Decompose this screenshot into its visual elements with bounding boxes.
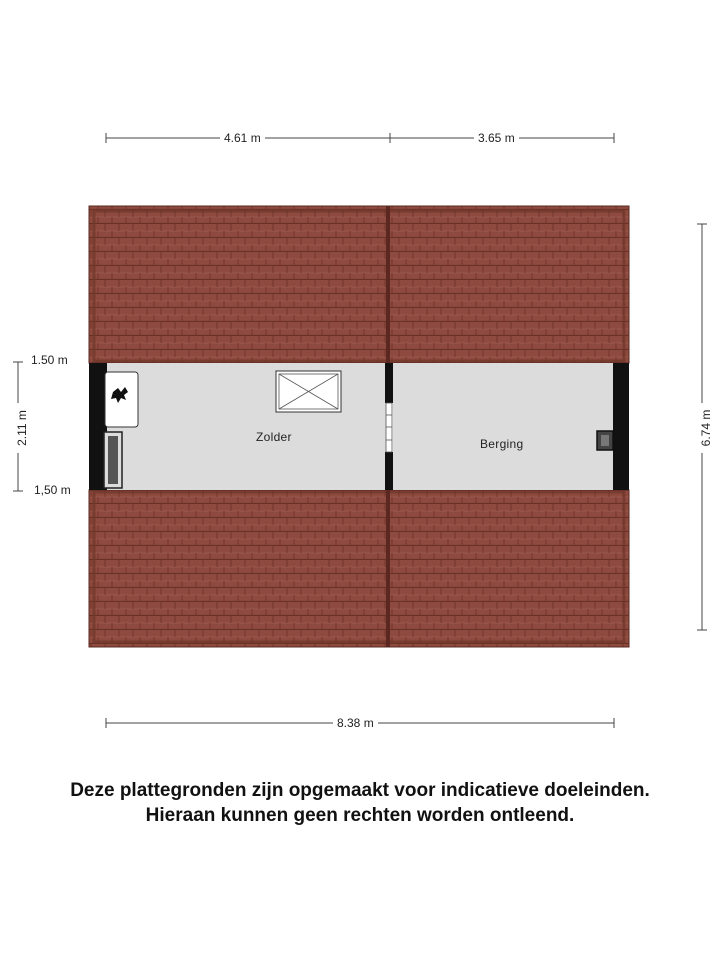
dimension-top-left: 4.61 m (220, 131, 265, 145)
floor-berging (393, 363, 613, 490)
dimension-right: 6.74 m (699, 403, 713, 453)
disclaimer-line-1: Deze plattegronden zijn opgemaakt voor indicatieve doeleinden. (70, 780, 650, 801)
roof-top (89, 206, 629, 363)
room-label-zolder: Zolder (256, 430, 292, 444)
partition-door (386, 403, 392, 452)
duct-right (597, 431, 613, 450)
roof-bottom (89, 490, 629, 647)
disclaimer-line-2: Hieraan kunnen geen rechten worden ontleend. (145, 805, 575, 826)
dimension-left-total: 2.11 m (15, 403, 29, 453)
dimension-top-right: 3.65 m (474, 131, 519, 145)
top-dimension-line (106, 133, 614, 143)
floor-zolder (107, 363, 387, 490)
boiler-unit (105, 372, 138, 427)
dimension-left-bottom: 1,50 m (34, 483, 71, 497)
cabinet-left (104, 432, 122, 488)
dimension-left-top: 1.50 m (31, 353, 68, 367)
skylight-window (276, 371, 341, 412)
dimension-bottom: 8.38 m (333, 716, 378, 730)
room-label-berging: Berging (480, 437, 524, 451)
